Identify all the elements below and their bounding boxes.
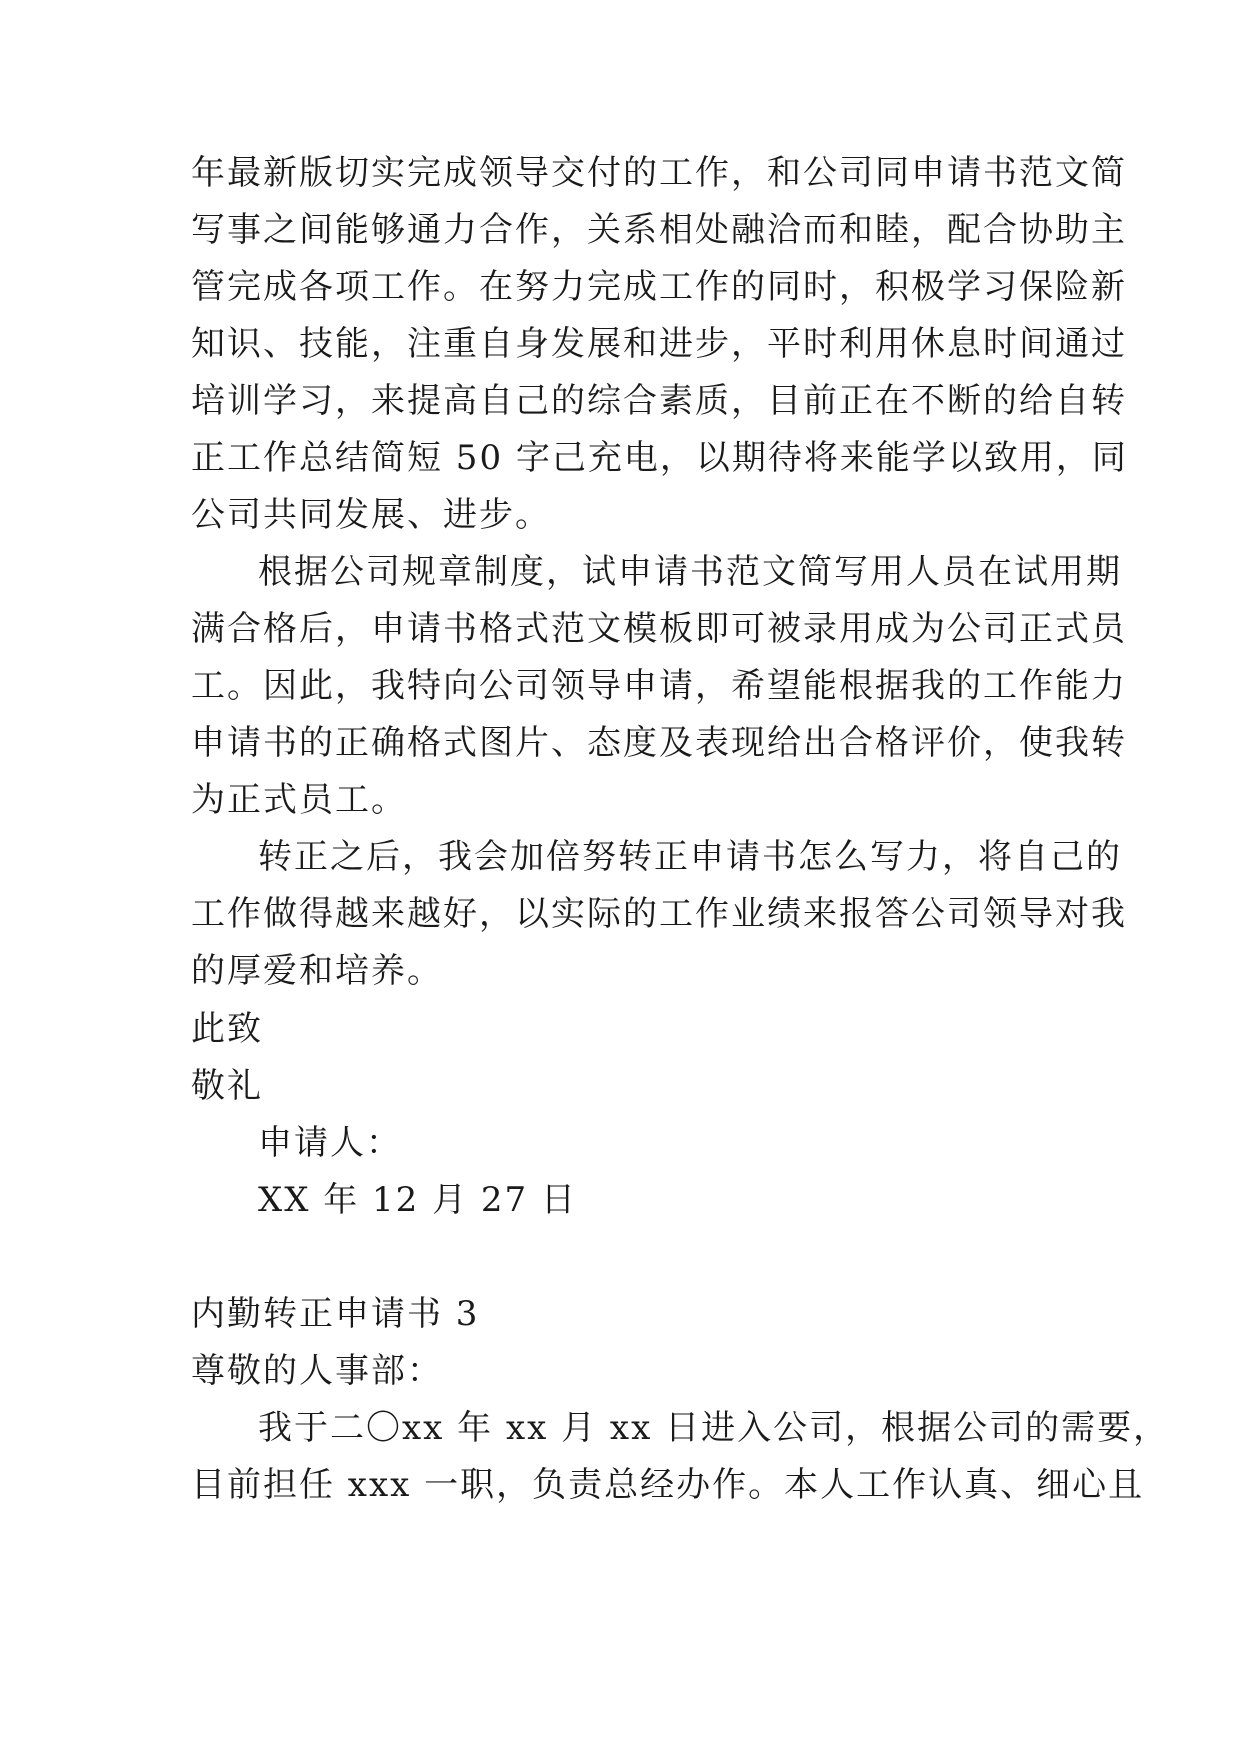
closing-jingli: 敬礼 (191, 1066, 263, 1106)
body-line-6: 正工作总结简短 50 字己充电，以期待将来能学以致用，同 (191, 438, 1128, 478)
paragraph-3-line-3: 的厚爱和培养。 (191, 951, 443, 991)
closing-cizhi: 此致 (191, 1009, 263, 1049)
paragraph-3-line-2: 工作做得越来越好，以实际的工作业绩来报答公司领导对我 (191, 894, 1127, 934)
applicant-label: 申请人： (258, 1123, 402, 1163)
body-line-2: 写事之间能够通力合作，关系相处融洽而和睦，配合协助主 (191, 210, 1127, 250)
paragraph-2-line-1: 根据公司规章制度，试申请书范文简写用人员在试用期 (258, 552, 1122, 592)
paragraph-4-line-2: 目前担任 xxx 一职，负责总经办作。本人工作认真、细心且 (191, 1465, 1145, 1505)
paragraph-2-line-4: 申请书的正确格式图片、态度及表现给出合格评价，使我转 (191, 723, 1127, 763)
signature-date: XX 年 12 月 27 日 (258, 1180, 577, 1220)
paragraph-3-line-1: 转正之后，我会加倍努转正申请书怎么写力，将自己的 (258, 837, 1122, 877)
paragraph-2-line-3: 工。因此，我特向公司领导申请，希望能根据我的工作能力 (191, 666, 1127, 706)
body-line-7: 公司共同发展、进步。 (191, 495, 551, 535)
section-title: 内勤转正申请书 3 (191, 1294, 480, 1334)
body-line-3: 管完成各项工作。在努力完成工作的同时，积极学习保险新 (191, 267, 1127, 307)
paragraph-4-line-1: 我于二〇xx 年 xx 月 xx 日进入公司，根据公司的需要， (258, 1408, 1170, 1448)
salutation: 尊敬的人事部： (191, 1351, 443, 1391)
paragraph-2-line-5: 为正式员工。 (191, 780, 407, 820)
paragraph-2-line-2: 满合格后，申请书格式范文模板即可被录用成为公司正式员 (191, 609, 1127, 649)
body-line-4: 知识、技能，注重自身发展和进步，平时利用休息时间通过 (191, 324, 1127, 364)
body-line-1: 年最新版切实完成领导交付的工作，和公司同申请书范文简 (191, 153, 1127, 193)
body-line-5: 培训学习，来提高自己的综合素质，目前正在不断的给自转 (191, 381, 1127, 421)
